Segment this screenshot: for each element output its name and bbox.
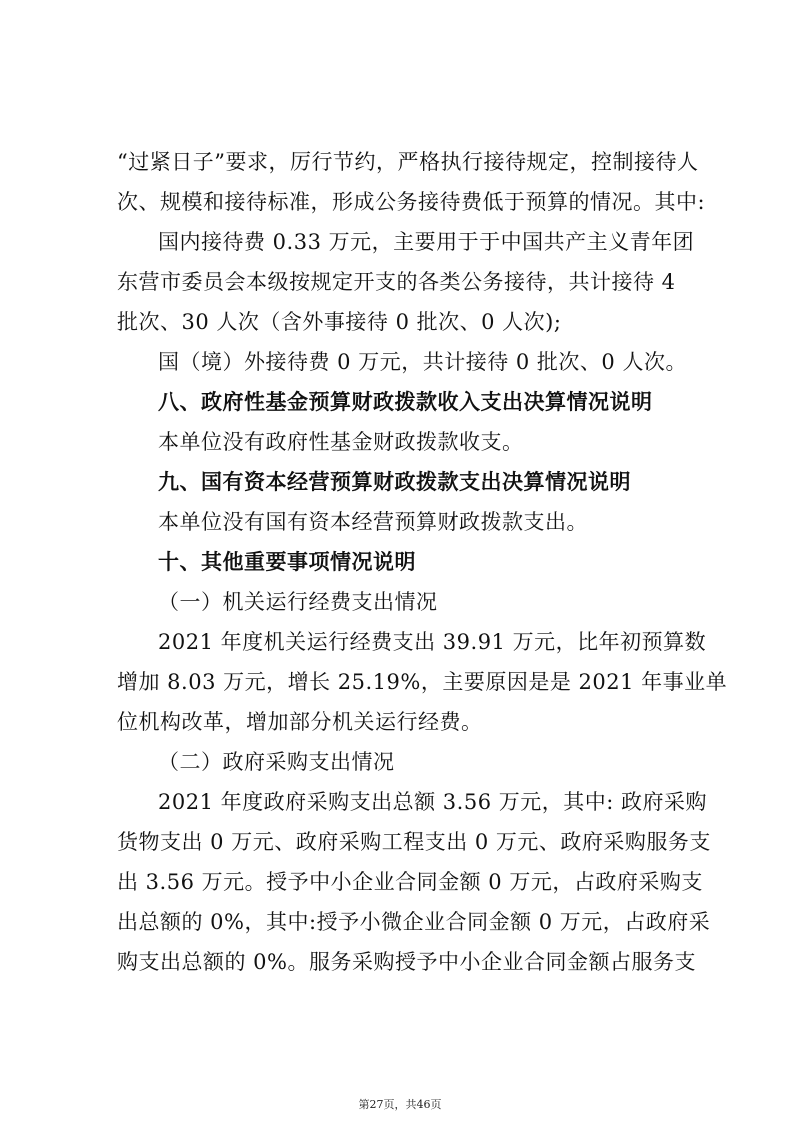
paragraph-line: 次、规模和接待标准，形成公务接待费低于预算的情况。其中:	[117, 190, 706, 214]
paragraph-line: 出 3.56 万元。授予中小企业合同金额 0 万元，占政府采购支	[117, 870, 703, 894]
paragraph-line: 货物支出 0 万元、政府采购工程支出 0 万元、政府采购服务支	[117, 830, 711, 854]
paragraph-line: “过紧日子”要求，厉行节约，严格执行接待规定，控制接待人	[117, 150, 699, 174]
paragraph-line: 国（境）外接待费 0 万元，共计接待 0 批次、0 人次。	[158, 350, 687, 374]
paragraph-line: 批次、30 人次（含外事接待 0 批次、0 人次);	[117, 310, 562, 334]
paragraph-line: 位机构改革，增加部分机关运行经费。	[117, 710, 483, 734]
section-heading-9: 九、国有资本经营预算财政拨款支出决算情况说明	[158, 470, 631, 494]
paragraph-line: 2021 年度机关运行经费支出 39.91 万元，比年初预算数	[158, 630, 707, 654]
paragraph-line: 2021 年度政府采购支出总额 3.56 万元，其中: 政府采购	[158, 790, 707, 814]
paragraph-line: 购支出总额的 0%。服务采购授予中小企业合同金额占服务支	[117, 950, 696, 974]
subsection-heading-1: （一）机关运行经费支出情况	[158, 590, 438, 614]
paragraph-line: 增加 8.03 万元，增长 25.19%，主要原因是是 2021 年事业单	[117, 670, 728, 694]
section-heading-8: 八、政府性基金预算财政拨款收入支出决算情况说明	[158, 390, 653, 414]
paragraph-line: 本单位没有政府性基金财政拨款收支。	[158, 430, 524, 454]
paragraph-line: 本单位没有国有资本经营预算财政拨款支出。	[158, 510, 588, 534]
page-number: 第27页，共46页	[358, 1098, 442, 1111]
paragraph-line: 出总额的 0%，其中:授予小微企业合同金额 0 万元，占政府采	[117, 910, 711, 934]
paragraph-line: 东营市委员会本级按规定开支的各类公务接待，共计接待 4	[117, 270, 676, 294]
section-heading-10: 十、其他重要事项情况说明	[158, 550, 416, 574]
subsection-heading-2: （二）政府采购支出情况	[158, 750, 395, 774]
paragraph-line: 国内接待费 0.33 万元，主要用于于中国共产主义青年团	[158, 230, 695, 254]
